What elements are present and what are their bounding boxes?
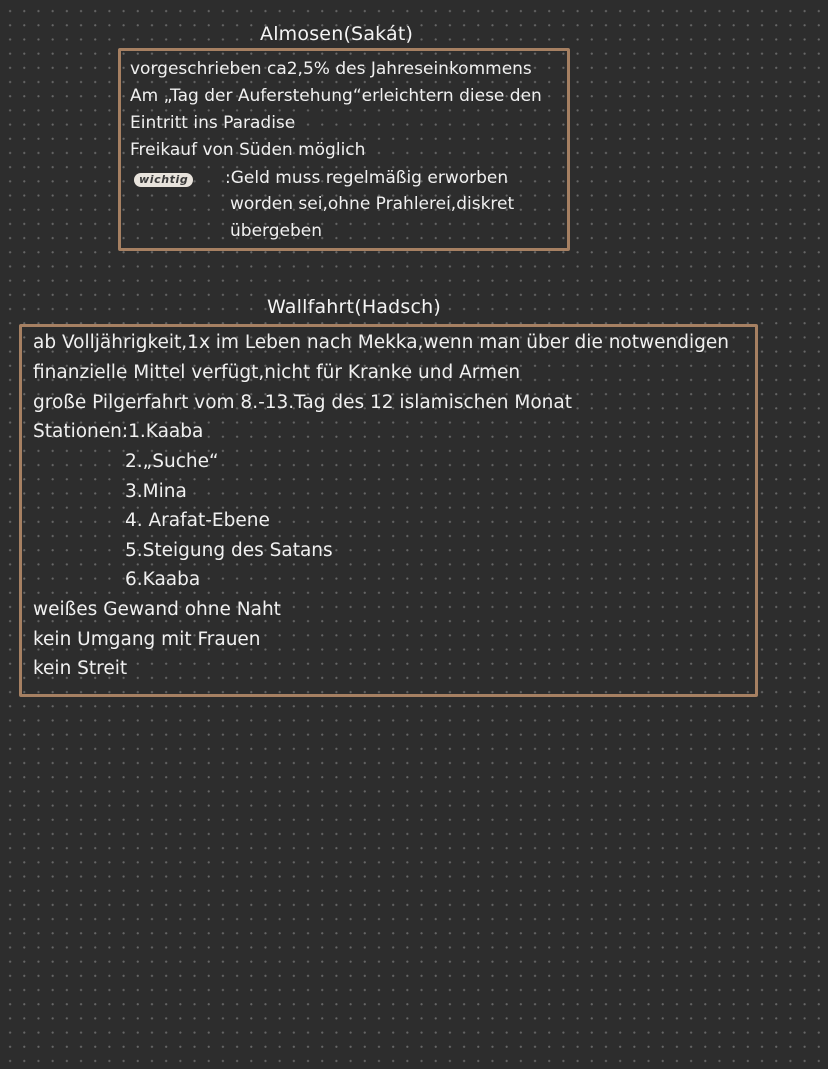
rule-item: weißes Gewand ohne Naht	[33, 599, 281, 620]
wallfahrt-title: Wallfahrt(Hadsch)	[267, 296, 442, 318]
almosen-line: Eintritt ins Paradise	[130, 113, 296, 133]
almosen-line: Am „Tag der Auferstehung“erleichtern diese den	[130, 86, 542, 106]
wichtig-line: worden sei,ohne Prahlerei,diskret	[230, 194, 515, 214]
rule-item: kein Umgang mit Frauen	[33, 629, 261, 650]
wichtig-line: :Geld muss regelmäßig erworben	[225, 168, 509, 188]
wallfahrt-line: finanzielle Mittel verfügt,nicht für Kranke und Armen	[33, 362, 521, 383]
station-item: 5.Steigung des Satans	[125, 540, 333, 561]
almosen-line: Freikauf von Süden möglich	[130, 140, 366, 160]
almosen-box	[118, 48, 570, 251]
wallfahrt-line: ab Volljährigkeit,1x im Leben nach Mekka,wenn man über die notwendigen	[33, 332, 729, 353]
station-item: 4. Arafat-Ebene	[125, 510, 270, 531]
station-item: 6.Kaaba	[125, 569, 201, 590]
station-item: 2.„Suche“	[125, 451, 219, 472]
almosen-line: vorgeschrieben ca2,5% des Jahreseinkommens	[130, 59, 532, 79]
wallfahrt-line: große Pilgerfahrt vom 8.-13.Tag des 12 islamischen Monat	[33, 392, 572, 413]
wallfahrt-box	[19, 324, 758, 697]
wichtig-highlight-label: wichtig	[134, 173, 193, 187]
wichtig-line: übergeben	[230, 221, 322, 241]
station-item: 3.Mina	[125, 481, 187, 502]
wallfahrt-line: Stationen:1.Kaaba	[33, 421, 204, 442]
rule-item: kein Streit	[33, 658, 128, 679]
almosen-title: Almosen(Sakát)	[260, 23, 414, 45]
